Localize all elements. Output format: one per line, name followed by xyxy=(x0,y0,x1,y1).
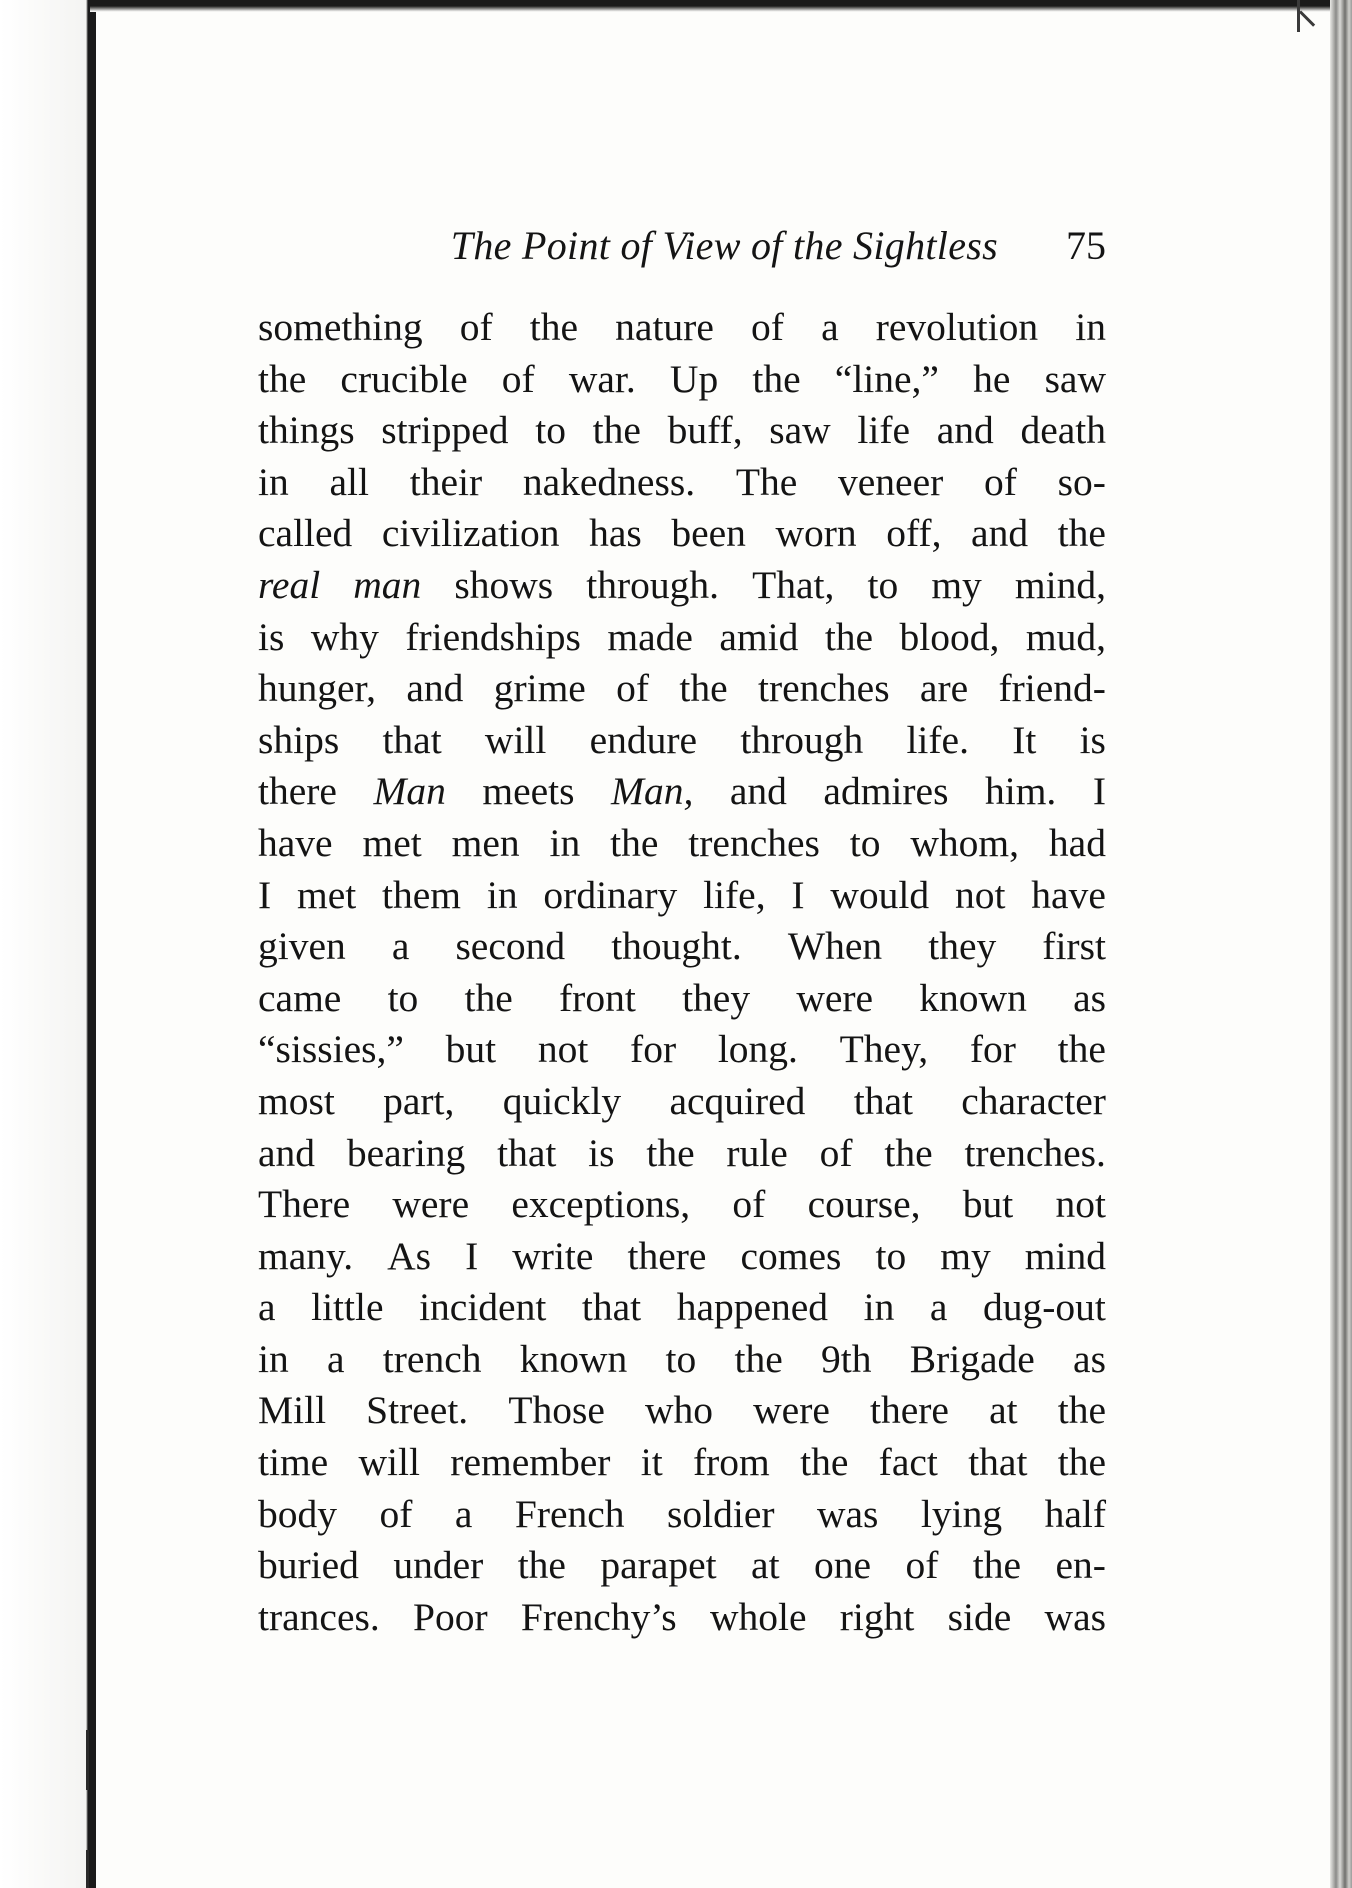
word: the xyxy=(464,975,513,1020)
word: most xyxy=(258,1078,335,1123)
text-line xyxy=(258,405,1106,457)
word: that xyxy=(853,1078,913,1123)
word: crucible xyxy=(340,356,468,401)
word: that xyxy=(581,1285,642,1330)
text-line xyxy=(258,1282,1106,1334)
word: and xyxy=(406,666,464,711)
word: trenches xyxy=(688,820,820,865)
word: It xyxy=(1012,717,1037,762)
text-line xyxy=(258,1128,1106,1180)
word: the xyxy=(1057,1388,1106,1433)
word: at xyxy=(751,1543,780,1588)
word: off, xyxy=(886,511,942,556)
word: not xyxy=(954,872,1006,917)
word: death xyxy=(1020,408,1106,453)
page-number: 75 xyxy=(1066,223,1106,268)
word: rule xyxy=(726,1130,788,1175)
word: things xyxy=(258,408,355,453)
word: under xyxy=(393,1543,484,1588)
word: are xyxy=(919,666,969,711)
body-text xyxy=(258,302,1106,1643)
word: has xyxy=(589,511,642,556)
word: he xyxy=(973,356,1011,401)
word: comes xyxy=(740,1233,842,1278)
word: have xyxy=(1031,872,1106,917)
word: to xyxy=(875,1233,907,1278)
word: fact xyxy=(878,1440,938,1485)
word: incident xyxy=(419,1285,547,1330)
word: nature xyxy=(615,305,714,349)
word: of xyxy=(501,356,535,401)
word: the xyxy=(1057,1027,1106,1072)
scan-mark xyxy=(86,1730,89,1790)
word: saw xyxy=(1044,356,1106,401)
word: the xyxy=(752,356,801,401)
word: trances. xyxy=(258,1594,380,1639)
word: “sissies,” xyxy=(258,1027,404,1072)
word: as xyxy=(1073,975,1106,1020)
text-line xyxy=(258,921,1106,973)
word: the xyxy=(1057,1440,1106,1485)
word: in xyxy=(486,872,518,917)
word: dug-out xyxy=(983,1285,1106,1330)
word: the xyxy=(679,666,728,711)
word: to xyxy=(387,975,419,1020)
text-line xyxy=(258,457,1106,509)
word: the xyxy=(1057,511,1106,556)
word: will xyxy=(358,1440,420,1485)
word: the xyxy=(646,1130,695,1175)
text-line xyxy=(258,1076,1106,1128)
word: that xyxy=(497,1130,557,1175)
word: of xyxy=(819,1130,853,1175)
word: were xyxy=(392,1182,470,1227)
word: right xyxy=(839,1594,915,1639)
word: that xyxy=(968,1440,1028,1485)
word: all xyxy=(329,459,369,504)
word: is xyxy=(258,614,285,659)
word: hunger, xyxy=(258,666,376,711)
word: so- xyxy=(1057,459,1106,504)
word: second xyxy=(455,924,566,969)
word: Brigade xyxy=(909,1336,1035,1381)
word: body xyxy=(258,1491,337,1536)
word: in xyxy=(258,459,289,504)
word: a xyxy=(258,1285,276,1330)
word: through xyxy=(740,717,864,762)
word: saw xyxy=(769,408,831,453)
word: the xyxy=(610,820,659,865)
word: buff, xyxy=(667,408,743,453)
word: to xyxy=(867,562,899,607)
word: a xyxy=(326,1336,345,1381)
word: friendships xyxy=(405,614,581,659)
word: the xyxy=(258,356,307,401)
word: but xyxy=(962,1182,1014,1227)
word: lying xyxy=(920,1491,1003,1536)
word: part, xyxy=(383,1078,455,1123)
word: given xyxy=(258,924,346,969)
word: came xyxy=(258,975,342,1020)
word: friend- xyxy=(998,666,1106,711)
word: there xyxy=(258,769,337,814)
word: the xyxy=(529,305,579,349)
text-line xyxy=(258,663,1106,715)
word: would xyxy=(830,872,930,917)
word: my xyxy=(931,562,982,607)
word: happened xyxy=(676,1285,829,1330)
word: were xyxy=(753,1388,830,1433)
text-line xyxy=(258,818,1106,870)
word: in xyxy=(863,1285,895,1330)
text-line xyxy=(258,560,1106,612)
word: and xyxy=(258,1130,316,1175)
word: my xyxy=(940,1233,991,1278)
word: for xyxy=(630,1027,677,1072)
word: Those xyxy=(508,1388,605,1433)
word: in xyxy=(549,820,581,865)
word: of xyxy=(751,305,784,349)
text-line xyxy=(258,870,1106,922)
word: acquired xyxy=(669,1078,806,1123)
word: bearing xyxy=(346,1130,466,1175)
text-line xyxy=(258,1489,1106,1541)
word: When xyxy=(787,924,883,969)
word: have xyxy=(258,820,333,865)
text-line xyxy=(258,508,1106,560)
word: I xyxy=(465,1233,479,1278)
word: little xyxy=(311,1285,384,1330)
word: had xyxy=(1048,820,1106,865)
word: in xyxy=(258,1336,289,1381)
word: of xyxy=(905,1543,939,1588)
word: civilization xyxy=(381,511,560,556)
word: quickly xyxy=(502,1078,622,1123)
word: there xyxy=(870,1388,949,1433)
word: Poor xyxy=(413,1594,488,1639)
word: been xyxy=(671,511,746,556)
word: shows xyxy=(454,562,554,607)
word: amid xyxy=(719,614,799,659)
word: worn xyxy=(775,511,857,556)
word: whole xyxy=(709,1594,807,1639)
word: half xyxy=(1044,1491,1106,1536)
word: parapet xyxy=(600,1543,717,1588)
word: but xyxy=(445,1027,497,1072)
word: for xyxy=(969,1027,1016,1072)
word: they xyxy=(682,975,751,1020)
word: I xyxy=(258,872,272,917)
word: whom, xyxy=(910,820,1020,865)
word: at xyxy=(989,1388,1018,1433)
word: en- xyxy=(1055,1543,1106,1588)
word: will xyxy=(484,717,547,762)
word: of xyxy=(459,305,493,349)
word: not xyxy=(537,1027,589,1072)
text-line xyxy=(258,1385,1106,1437)
word: were xyxy=(796,975,874,1020)
word: veneer xyxy=(838,459,944,504)
word: grime xyxy=(493,666,586,711)
word: first xyxy=(1042,924,1106,969)
text-line xyxy=(258,612,1106,664)
text-line xyxy=(258,1540,1106,1592)
word: Mill xyxy=(258,1388,327,1433)
word: life xyxy=(857,408,911,453)
word: mud, xyxy=(1025,614,1106,659)
word: not xyxy=(1055,1182,1106,1227)
word: them xyxy=(382,872,462,917)
word: I xyxy=(1092,769,1106,814)
text-line xyxy=(258,766,1106,818)
word: Street. xyxy=(366,1388,469,1433)
word: there xyxy=(627,1233,707,1278)
page-left-border xyxy=(0,0,96,1888)
text-line xyxy=(258,973,1106,1025)
word: the xyxy=(592,408,641,453)
word: of xyxy=(984,459,1017,504)
word: time xyxy=(258,1440,329,1485)
word: soldier xyxy=(667,1491,775,1536)
text-line xyxy=(258,1179,1106,1231)
word: it xyxy=(640,1440,663,1485)
word: the xyxy=(824,614,874,659)
word: many. xyxy=(258,1233,354,1278)
running-title: The Point of View of the Sightless xyxy=(450,223,998,268)
word: known xyxy=(519,1336,628,1381)
word: men xyxy=(451,820,520,865)
word: and xyxy=(729,769,787,814)
word: As xyxy=(387,1233,432,1278)
word: The xyxy=(735,459,798,504)
word: trench xyxy=(382,1336,482,1381)
word: the xyxy=(517,1543,566,1588)
word: life, xyxy=(703,872,766,917)
scan-mark xyxy=(86,1850,89,1888)
word: one xyxy=(813,1543,872,1588)
word: write xyxy=(512,1233,594,1278)
word: revolution xyxy=(875,305,1039,349)
word: They, xyxy=(839,1027,929,1072)
page-top-border xyxy=(90,0,1352,12)
word: a xyxy=(821,305,839,349)
word: their xyxy=(409,459,483,504)
word: thought. xyxy=(611,924,742,969)
word: mind, xyxy=(1014,562,1106,607)
word: as xyxy=(1073,1336,1106,1381)
word: and xyxy=(971,511,1029,556)
word: in xyxy=(1075,305,1106,349)
word: and xyxy=(936,408,994,453)
word: trenches xyxy=(757,666,890,711)
running-header xyxy=(258,216,1106,276)
word: 9th xyxy=(821,1336,872,1381)
text-line xyxy=(258,302,1106,354)
text-line xyxy=(258,1592,1106,1644)
word: met xyxy=(362,820,422,865)
word: remember xyxy=(450,1440,611,1485)
word: real xyxy=(258,562,321,607)
word: the xyxy=(884,1130,933,1175)
word: through. xyxy=(586,562,720,607)
text-line xyxy=(258,1437,1106,1489)
text-line xyxy=(258,1024,1106,1076)
scan-corner-mark xyxy=(1297,0,1326,32)
word: Man, xyxy=(611,769,694,814)
word: a xyxy=(929,1285,948,1330)
word: Up xyxy=(669,356,719,401)
word: to xyxy=(849,820,881,865)
word: a xyxy=(454,1491,473,1536)
word: the xyxy=(800,1440,849,1485)
word: long. xyxy=(717,1027,798,1072)
word: admires xyxy=(823,769,949,814)
word: ships xyxy=(258,717,340,762)
word: of xyxy=(732,1182,766,1227)
word: French xyxy=(514,1491,625,1536)
word: I xyxy=(791,872,805,917)
text-line xyxy=(258,1231,1106,1283)
word: something xyxy=(258,305,423,349)
word: that xyxy=(382,717,442,762)
word: of xyxy=(379,1491,413,1536)
text-line xyxy=(258,715,1106,767)
word: they xyxy=(928,924,997,969)
word: known xyxy=(919,975,1027,1020)
word: the xyxy=(972,1543,1022,1588)
word: a xyxy=(391,924,410,969)
word: was xyxy=(1044,1594,1106,1639)
word: endure xyxy=(589,717,698,762)
word: character xyxy=(961,1078,1106,1123)
word: buried xyxy=(258,1543,359,1588)
word: That, xyxy=(752,562,835,607)
word: trenches. xyxy=(964,1130,1106,1175)
word: to xyxy=(665,1336,697,1381)
word: was xyxy=(817,1491,879,1536)
word: nakedness. xyxy=(522,459,696,504)
word: There xyxy=(258,1182,351,1227)
word: stripped xyxy=(381,408,509,453)
word: life. xyxy=(906,717,969,762)
word: called xyxy=(258,511,353,556)
word: met xyxy=(296,872,357,917)
word: “line,” xyxy=(834,356,939,401)
word: course, xyxy=(807,1182,921,1227)
word: from xyxy=(692,1440,770,1485)
word: the xyxy=(734,1336,783,1381)
word: Frenchy’s xyxy=(520,1594,677,1639)
word: is xyxy=(588,1130,615,1175)
word: side xyxy=(947,1594,1012,1639)
word: him. xyxy=(984,769,1057,814)
word: exceptions, xyxy=(511,1182,691,1227)
word: Man xyxy=(373,769,446,814)
word: front xyxy=(559,975,636,1020)
word: man xyxy=(353,562,422,607)
word: why xyxy=(310,614,379,659)
word: blood, xyxy=(899,614,1000,659)
word: who xyxy=(644,1388,714,1433)
word: made xyxy=(607,614,693,659)
text-line xyxy=(258,1334,1106,1386)
word: of xyxy=(616,666,650,711)
book-spine-edge xyxy=(1330,0,1352,1888)
word: meets xyxy=(482,769,575,814)
text-line xyxy=(258,354,1106,406)
word: mind xyxy=(1024,1233,1106,1278)
word: war. xyxy=(568,356,636,401)
word: ordinary xyxy=(543,872,678,917)
word: is xyxy=(1079,717,1106,762)
word: to xyxy=(535,408,566,453)
